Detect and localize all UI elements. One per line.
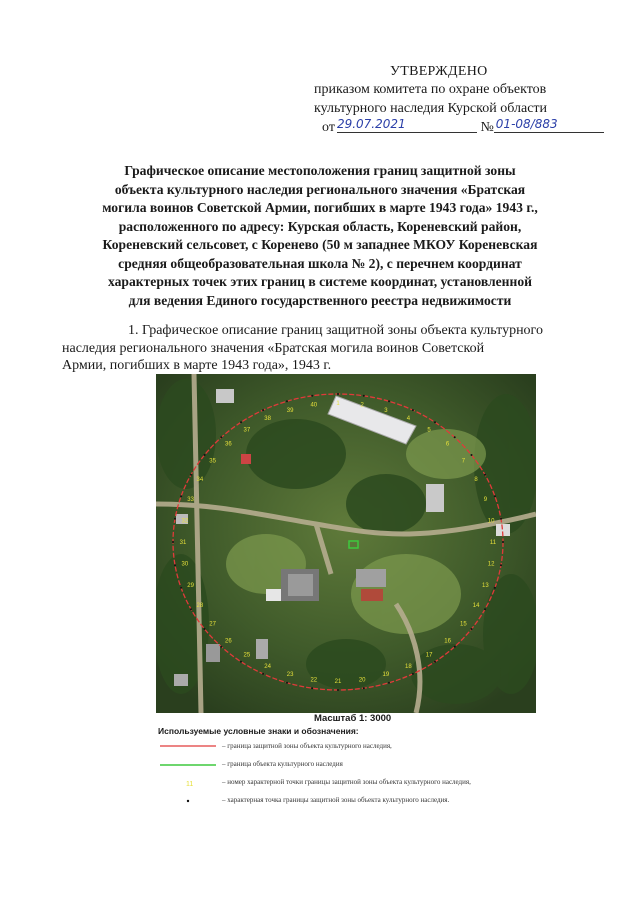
boundary-point-label: 24 (264, 663, 271, 670)
point-dot-icon (158, 794, 218, 808)
point-number-icon (158, 776, 218, 790)
title-line: расположенного по адресу: Курская область, Кореневский район, (118, 218, 522, 234)
approval-order-line (322, 118, 604, 137)
boundary-point-label: 32 (181, 518, 189, 525)
date-field (337, 118, 477, 133)
approval-line-2: культурного наследия Курской области (314, 101, 548, 116)
boundary-point-label: 9 (483, 497, 488, 503)
boundary-point (471, 628, 473, 630)
boundary-point (220, 646, 222, 648)
boundary-point-label: 14 (472, 603, 480, 610)
boundary-point (180, 587, 182, 589)
legend-point-number: 11 (186, 781, 194, 788)
boundary-point-label: 3 (384, 407, 388, 414)
boundary-point (434, 661, 436, 663)
boundary-point-label: 27 (209, 621, 216, 628)
boundary-point-label: 31 (179, 540, 187, 546)
satellite-map (156, 374, 536, 713)
boundary-point-label: 36 (225, 441, 232, 448)
boundary-point (286, 400, 288, 402)
boundary-point (240, 421, 242, 423)
title-line: Кореневский сельсовет, с Коренево (50 м западнее МКОУ Кореневская (102, 237, 538, 252)
boundary-point (388, 682, 390, 684)
approval-line-1: приказом комитета по охране объектов (314, 82, 547, 97)
document-title (55, 162, 585, 310)
boundary-point-label: 23 (286, 672, 294, 679)
boundary-point (454, 646, 456, 648)
boundary-point (484, 608, 486, 610)
boundary-point-label: 5 (427, 427, 431, 434)
boundary-point (286, 682, 288, 684)
handwritten-date: 29.07.2021 (336, 117, 406, 131)
boundary-point-label: 29 (187, 583, 194, 589)
boundary-point (180, 495, 182, 497)
boundary-point-label: 26 (225, 638, 232, 645)
red-line-icon (158, 740, 218, 754)
legend-text: – характерная точка границы защитной зоны объекта культурного наследия. (222, 796, 450, 804)
legend-heading: Используемые условные знаки и обозначения: (158, 726, 359, 736)
boundary-point-label: 18 (405, 663, 412, 670)
boundary-point-label: 25 (243, 652, 251, 659)
boundary-point-label: 8 (474, 476, 478, 483)
title-line: средняя общеобразовательная школа № 2), с перечнем координат (118, 255, 522, 271)
green-line-icon (158, 758, 218, 772)
boundary-point (500, 518, 502, 520)
legend-item-object-boundary (158, 758, 558, 772)
number-field (494, 118, 604, 133)
boundary-point-label: 10 (487, 518, 495, 525)
boundary-point-label: 2 (360, 402, 364, 409)
boundary-point (412, 673, 414, 675)
map-scale: Масштаб 1: 3000 (314, 713, 392, 724)
boundary-point-label: 37 (243, 427, 251, 434)
from-label: от (322, 120, 335, 135)
boundary-point-label: 11 (489, 540, 497, 546)
legend-item-boundary-zone (158, 740, 558, 754)
boundary-point-label: 16 (444, 638, 451, 645)
boundary-point-label: 39 (286, 407, 294, 414)
boundary-point-label: 34 (196, 476, 204, 483)
boundary-point (311, 395, 313, 397)
title-line: Графическое описание местоположения границ защитной зоны (124, 163, 516, 178)
boundary-point-label: 28 (196, 603, 204, 610)
boundary-point (262, 409, 264, 411)
boundary-point (500, 564, 502, 566)
boundary-point (190, 474, 192, 476)
boundary-point-label: 20 (358, 677, 366, 684)
boundary-point-label: 33 (187, 497, 194, 503)
title-line: могила воинов Советской Армии, погибших в марте 1943 года» 1943 г., (102, 200, 538, 215)
title-line: для ведения Единого государственного реестра недвижимости (128, 292, 512, 308)
boundary-point-label: 19 (382, 672, 390, 679)
paragraph-line: Армии, погибших в марте 1943 года», 1943 г. (62, 358, 332, 373)
handwritten-number: 01-08/883 (495, 117, 558, 131)
legend-text: – граница объекта культурного наследия (222, 760, 343, 768)
boundary-point (363, 687, 365, 689)
number-label: № (480, 120, 494, 135)
paragraph-1 (62, 322, 576, 375)
boundary-point (204, 628, 206, 630)
approval-title: УТВЕРЖДЕНО (390, 64, 488, 79)
boundary-point (388, 400, 390, 402)
boundary-point (454, 436, 456, 438)
boundary-point-label: 40 (310, 402, 318, 409)
boundary-point-label: 21 (334, 679, 342, 685)
boundary-point-label: 13 (482, 583, 489, 589)
boundary-point (494, 495, 496, 497)
legend-text: – граница защитной зоны объекта культурного наследия, (222, 742, 392, 750)
title-line: объекта культурного наследия регионального значения «Братская (114, 181, 526, 197)
title-line: характерных точек этих границ в системе координат, установленной (108, 274, 532, 289)
boundary-point-label: 4 (406, 416, 411, 423)
boundary-point (240, 661, 242, 663)
map-graphic (156, 374, 536, 713)
boundary-point-label: 22 (310, 677, 318, 684)
boundary-point-label: 30 (181, 561, 189, 568)
boundary-point (174, 564, 176, 566)
boundary-point (471, 454, 473, 456)
boundary-point (204, 454, 206, 456)
boundary-point (484, 474, 486, 476)
boundary-point (502, 541, 504, 543)
boundary-point (337, 689, 339, 691)
boundary-point (434, 421, 436, 423)
boundary-point (494, 587, 496, 589)
boundary-point (174, 518, 176, 520)
boundary-point (220, 436, 222, 438)
paragraph-line: 1. Графическое описание границ защитной зоны объекта культурного (128, 323, 543, 338)
boundary-point-label: 17 (425, 652, 433, 659)
boundary-point (363, 395, 365, 397)
boundary-point-label: 38 (264, 416, 271, 423)
boundary-point (262, 673, 264, 675)
legend-item-point-number (158, 776, 558, 790)
boundary-point (172, 541, 174, 543)
boundary-point-label: 15 (460, 621, 467, 628)
boundary-point (337, 393, 339, 395)
boundary-point (412, 409, 414, 411)
legend-item-point-dot (158, 794, 558, 808)
boundary-point-label: 1 (336, 401, 340, 407)
legend-text: – номер характерной точки границы защитной зоны объекта культурного наследия, (222, 778, 471, 786)
boundary-point-label: 35 (209, 458, 216, 465)
boundary-point (311, 687, 313, 689)
boundary-point-label: 12 (487, 561, 495, 568)
paragraph-line: наследия регионального значения «Братская могила воинов Советской (62, 340, 485, 356)
boundary-point-label: 6 (445, 441, 450, 448)
boundary-point (190, 608, 192, 610)
boundary-point-label: 7 (461, 458, 466, 465)
